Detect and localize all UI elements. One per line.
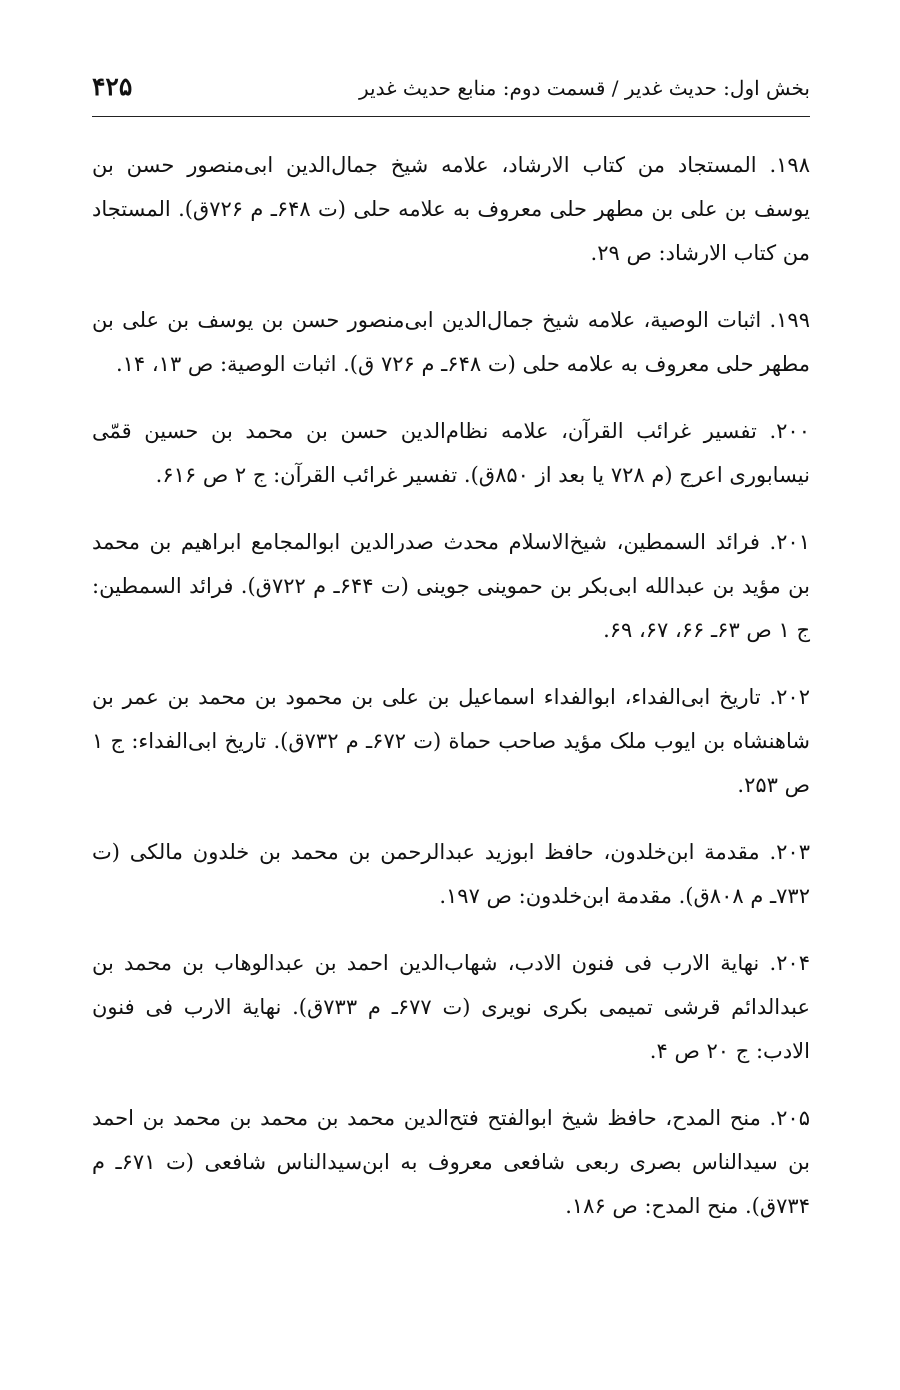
bibliography-entry: ۱۹۸. المستجاد من کتاب الارشاد، علامه شیخ جمال‌الدین ابی‌منصور حسن بن یوسف بن علی بن مطهر حلی معروف به علامه حلی (ت ۶۴۸ـ م ۷۲۶ق). المستجاد من کتاب الارشاد: ص ۲۹. — [92, 153, 810, 265]
bibliography-entry: ۲۰۱. فرائد السمطین، شیخ‌الاسلام محدث صدرالدین ابوالمجامع ابراهیم بن محمد بن مؤید بن عبدالله ابی‌بکر بن حموینی جوینی (ت ۶۴۴ـ م ۷۲۲ق). فرائد السمطین: ج ۱ ص ۶۳ـ ۶۶، ۶۷، ۶۹. — [92, 530, 810, 642]
bibliography-entry: ۲۰۰. تفسیر غرائب القرآن، علامه نظام‌الدین حسن بن محمد بن حسین قمّی نیسابوری اعرج (م ۷۲۸ یا بعد از ۸۵۰ق). تفسیر غرائب القرآن: ج ۲ ص ۶۱۶. — [92, 419, 810, 487]
bibliography-entry: ۲۰۳. مقدمة ابن‌خلدون، حافظ ابوزید عبدالرحمن بن محمد بن خلدون مالکی (ت ۷۳۲ـ م ۸۰۸ق). مقدمة ابن‌خلدون: ص ۱۹۷. — [92, 840, 810, 908]
bibliography-entry: ۱۹۹. اثبات الوصیة، علامه شیخ جمال‌الدین ابی‌منصور حسن بن یوسف بن علی بن مطهر حلی معروف به علامه حلی (ت ۶۴۸ـ م ۷۲۶ ق). اثبات الوصیة: ص ۱۳، ۱۴. — [92, 308, 810, 376]
bibliography-entry: ۲۰۴. نهایة الارب فی فنون الادب، شهاب‌الدین احمد بن عبدالوهاب بن محمد بن عبدالدائم قرشی تمیمی بکری نویری (ت ۶۷۷ـ م ۷۳۳ق). نهایة الارب فی فنون الادب: ج ۲۰ ص ۴. — [92, 951, 810, 1063]
bibliography-entry: ۲۰۲. تاریخ ابی‌الفداء، ابوالفداء اسماعیل بن علی بن محمود بن محمد بن عمر بن شاهنشاه بن ایوب ملک مؤید صاحب حماة (ت ۶۷۲ـ م ۷۳۲ق). تاریخ ابی‌الفداء: ج ۱ ص ۲۵۳. — [92, 685, 810, 797]
page-header — [92, 70, 810, 117]
bibliography-list — [92, 143, 810, 1251]
running-title: بخش اول: حدیث غدیر / قسمت دوم: منابع حدیث غدیر — [358, 76, 810, 100]
page-number: ۴۲۵ — [92, 72, 133, 101]
bibliography-entry: ۲۰۵. منح المدح، حافظ شیخ ابوالفتح فتح‌الدین محمد بن محمد بن محمد بن احمد بن سیدالناس بصری ربعی شافعی معروف به ابن‌سیدالناس شافعی (ت ۶۷۱ـ م ۷۳۴ق). منح المدح: ص ۱۸۶. — [92, 1106, 810, 1218]
